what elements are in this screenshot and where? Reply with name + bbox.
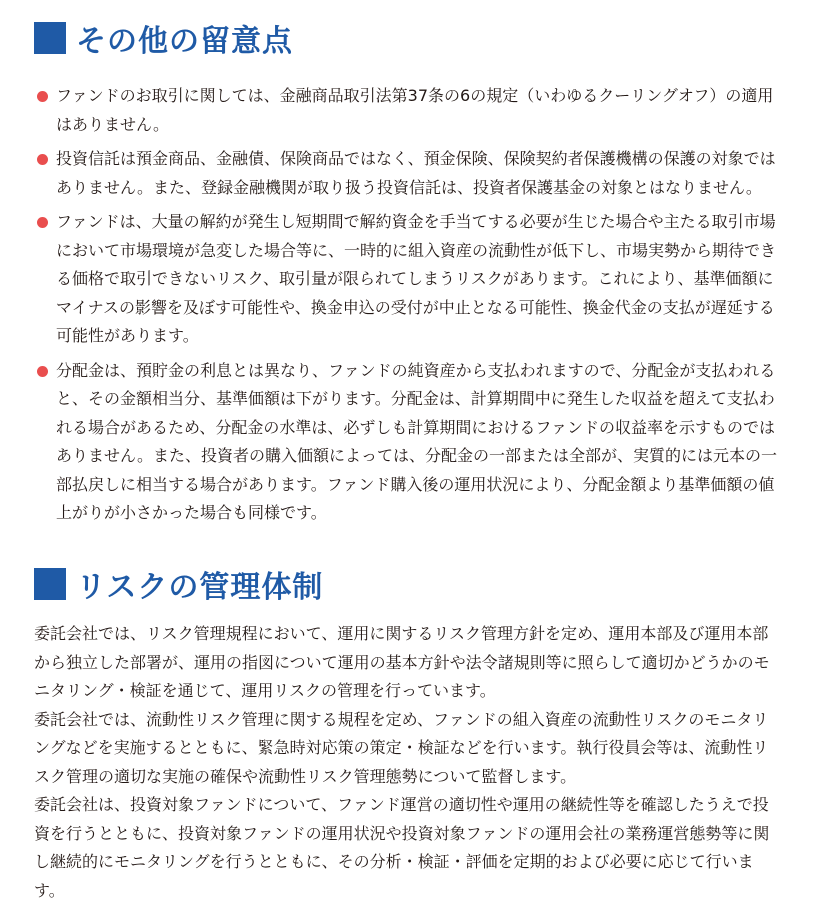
notes-list xyxy=(34,82,784,534)
heading-square-icon xyxy=(34,22,66,54)
list-item-text: ファンドのお取引に関しては、金融商品取引法第37条の6の規定（いわゆるクーリングオフ）の適用はありません。 xyxy=(56,86,774,134)
paragraph: 委託会社では、リスク管理規程において、運用に関するリスク管理方針を定め、運用本部及び運用本部から独立した部署が、運用の指図について運用の基本方針や法令諸規則等に照らして適切かどうかのモニタリング・検証を通じて、運用リスクの管理を行っています。 xyxy=(34,624,770,700)
list-item xyxy=(34,82,784,139)
list-item xyxy=(34,145,784,202)
section-title-notes: その他の留意点 xyxy=(76,24,293,59)
list-item-text: 分配金は、預貯金の利息とは異なり、ファンドの純資産から支払われますので、分配金が支払われると、その金額相当分、基準価額は下がります。分配金は、計算期間中に発生した収益を超えて支払われる場合があるため、分配金の水準は、必ずしも計算期間におけるファンドの収益率を示すものではありません。また、投資者の購入価額によっては、分配金の一部または全部が、実質的には元本の一部払戻しに相当する場合があります。ファンド購入後の運用状況により、分配金額より基準価額の値上がりが小さかった場合も同様です。 xyxy=(56,360,777,522)
bullet-dot-icon xyxy=(37,154,48,165)
bullet-dot-icon xyxy=(37,366,48,377)
list-item-text: ファンドは、大量の解約が発生し短期間で解約資金を手当てする必要が生じた場合や主たる取引市場において市場環境が急変した場合等に、一時的に組入資産の流動性が低下し、市場実勢から期待できる価格で取引できないリスク、取引量が限られてしまうリスクがあります。これにより、基準価額にマイナスの影響を及ぼす可能性や、換金申込の受付が中止となる可能性、換金代金の支払が遅延する可能性があります。 xyxy=(56,212,777,345)
section-title-risk: リスクの管理体制 xyxy=(76,570,324,605)
paragraph: 委託会社では、流動性リスク管理に関する規程を定め、ファンドの組入資産の流動性リスクのモニタリングなどを実施するとともに、緊急時対応策の策定・検証などを行います。執行役員会等は、流動性リスク管理の適切な実施の確保や流動性リスク管理態勢について監督します。 xyxy=(34,709,769,786)
list-item xyxy=(34,357,784,528)
heading-square-icon xyxy=(34,568,66,600)
bullet-dot-icon xyxy=(37,217,48,228)
section-heading-notes xyxy=(34,18,293,58)
list-item-text: 投資信託は預金商品、金融債、保険商品ではなく、預金保険、保険契約者保護機構の保護の対象ではありません。また、登録金融機関が取り扱う投資信託は、投資者保護基金の対象とはなりません。 xyxy=(56,149,776,197)
section-heading-risk xyxy=(34,564,323,604)
bullet-dot-icon xyxy=(37,91,48,102)
paragraph: 委託会社は、投資対象ファンドについて、ファンド運営の適切性や運用の継続性等を確認したうえで投資を行うとともに、投資対象ファンドの運用状況や投資対象ファンドの運用会社の業務運営態勢等に関し継続的にモニタリングを行うとともに、その分析・検証・評価を定期的および必要に応じて行います。 xyxy=(34,795,770,900)
risk-management-body xyxy=(34,620,784,905)
list-item xyxy=(34,208,784,351)
